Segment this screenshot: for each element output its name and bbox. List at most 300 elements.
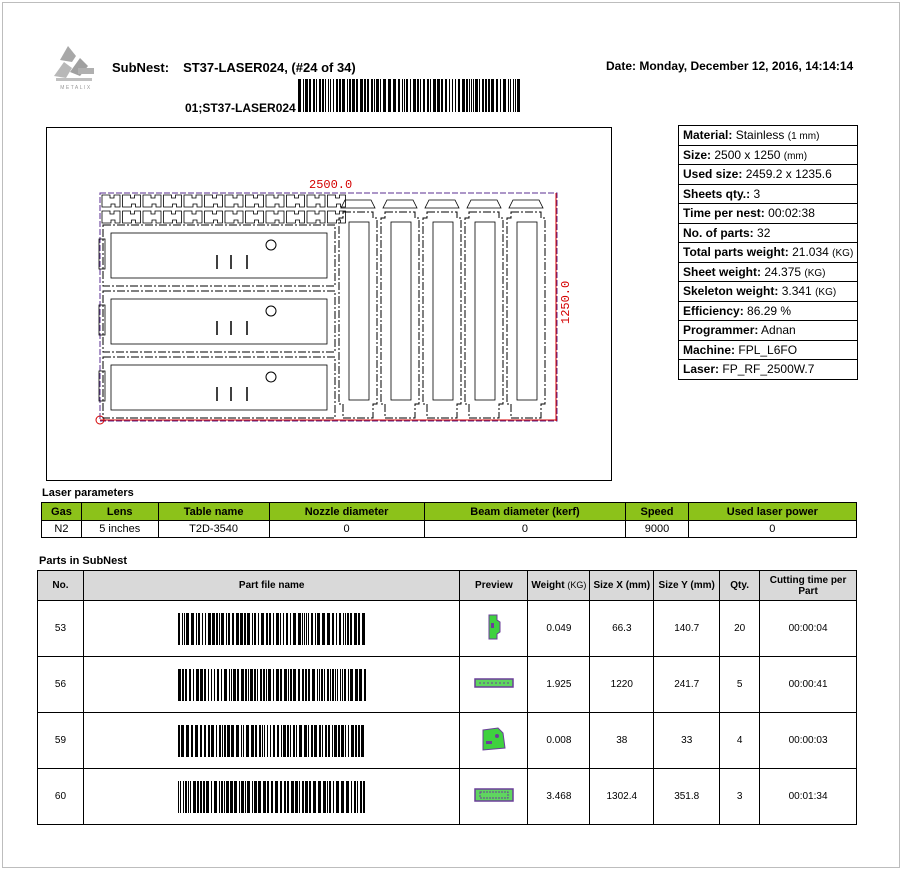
barcode-bar [324,669,325,701]
barcode-bar [318,781,321,813]
barcode-bar [339,613,341,645]
info-row [679,126,858,146]
barcode-bar [276,669,279,701]
info-value: 24.375 [764,264,802,279]
barcode-bar [231,725,234,757]
barcode-bar [356,79,358,112]
part-size-x: 1302.4 [590,769,654,825]
info-value: 86.29 % [747,303,792,318]
info-cell [679,243,858,263]
part-row [38,713,857,769]
barcode-bar [488,79,490,112]
barcode-bar [362,613,365,645]
barcode-bar [299,725,302,757]
part-file-barcode-cell [83,713,460,769]
barcode-bar [398,79,400,112]
barcode-bar [333,781,334,813]
barcode-bar [180,781,181,813]
barcode-bar [277,725,279,757]
barcode-bar [178,725,180,757]
nested-small-part [184,211,202,223]
barcode-bar [354,781,356,813]
barcode-bar [500,79,501,112]
nested-small-part [307,195,325,207]
nested-vertical-part [465,212,503,418]
barcode-bar [344,669,346,701]
col-preview: Preview [460,571,528,601]
barcode-bar [371,79,373,112]
barcode-bar [236,725,239,757]
barcode-bar [281,725,282,757]
barcode-bar [293,669,296,701]
barcode-bar [319,79,321,112]
barcode-bar [341,781,344,813]
barcode-bar [276,613,279,645]
barcode-bar [427,79,429,112]
barcode-bar [193,781,196,813]
barcode-bar [214,781,217,813]
barcode-bar [261,613,264,645]
barcode-bar [336,781,339,813]
info-row [679,321,858,341]
barcode-bar [247,613,250,645]
part-cut-time: 00:00:03 [760,713,857,769]
nested-large-part [103,291,335,352]
barcode-bar [259,725,261,757]
barcode-bar [313,79,315,112]
part-file-barcode-cell [83,601,460,657]
barcode-bar [348,725,349,757]
barcode-bar [332,669,334,701]
barcode-bar [513,79,514,112]
laser-header: Speed [626,503,688,521]
barcode-bar [232,613,234,645]
barcode-bar [190,781,191,813]
nested-small-part [184,195,202,207]
barcode-bar [264,725,265,757]
info-value: Adnan [761,323,796,338]
barcode-bar [188,781,189,813]
barcode-bar [358,725,360,757]
part-preview-icon [472,724,516,754]
barcode-bar [241,669,244,701]
barcode-bar [388,79,391,112]
barcode-bar [208,613,211,645]
barcode-bar [271,781,273,813]
col-weight [528,571,590,601]
part-weight: 0.008 [528,713,590,769]
part-qty: 5 [720,657,760,713]
info-cell [679,282,858,302]
barcode-bar [482,79,484,112]
subnest-label: SubNest: [112,60,170,75]
barcode-bar [275,781,278,813]
info-cell [679,262,858,282]
nested-small-part [123,211,141,223]
info-row [679,262,858,282]
barcode-bar [269,613,271,645]
nested-part-hole [266,306,276,316]
info-value: 2500 x 1250 [714,147,781,162]
col-qty: Qty. [720,571,760,601]
nested-large-part [103,357,335,418]
barcode-bar [314,725,317,757]
barcode-bar [230,781,233,813]
part-row [38,601,857,657]
part-preview-icon [472,612,516,642]
barcode-bar [330,669,331,701]
info-row [679,243,858,263]
barcode-bar [383,79,386,112]
part-size-y: 33 [654,713,720,769]
nested-small-part [102,195,120,207]
barcode-bar [211,781,212,813]
col-cut-time: Cutting time per Part [760,571,857,601]
part-qty: 4 [720,713,760,769]
barcode-bar [293,725,295,757]
barcode-bar [343,613,344,645]
info-value: 00:02:38 [768,206,815,221]
barcode-bar [191,613,194,645]
nested-large-part [103,225,335,286]
nested-small-part [225,195,243,207]
barcode-bar [286,613,288,645]
barcode-bar [182,669,184,701]
col-weight-label: Weight [531,580,565,591]
nested-vertical-part [381,212,419,418]
barcode-bar [244,613,246,645]
barcode-bar [303,79,304,112]
info-label: Time per nest: [683,206,765,221]
barcode-bar [328,725,330,757]
barcode-bar [360,79,363,112]
barcode-bar [302,613,303,645]
barcode-bar [441,79,443,112]
info-row [679,145,858,165]
info-row [679,204,858,224]
barcode-bar [354,613,357,645]
part-size-y: 241.7 [654,657,720,713]
barcode-bar [336,79,338,112]
nested-small-part [102,211,120,223]
part-cut-time: 00:01:34 [760,769,857,825]
nested-vertical-part-inner [517,222,537,400]
nested-small-part [205,195,223,207]
info-row [679,360,858,380]
barcode-bar [208,669,209,701]
info-label: Used size: [683,167,743,182]
laser-value: 0 [269,521,424,538]
barcode-bar [257,669,258,701]
barcode-bar [340,669,341,701]
barcode-bar [280,781,282,813]
parts-table [37,570,857,825]
barcode-bar [317,669,318,701]
part-preview [460,601,528,657]
barcode-bar [342,79,345,112]
barcode-bar [258,781,261,813]
barcode-bar [327,613,330,645]
barcode-bar [193,669,194,701]
barcode-bar [214,669,215,701]
barcode-bar [290,613,291,645]
barcode-bar [198,613,200,645]
info-value: FPL_L6FO [738,342,798,357]
barcode-bar [219,725,221,757]
info-value: 21.034 [792,245,829,260]
part-number: 53 [38,601,84,657]
barcode-bar [229,669,230,701]
barcode-bar [402,79,403,112]
barcode-bar [404,79,405,112]
barcode-bar [284,669,287,701]
barcode-bar [332,725,333,757]
barcode-bar [347,79,348,112]
part-preview-icon [472,780,516,810]
info-value: 2459.2 x 1235.6 [745,167,832,182]
nested-large-part-inner [111,365,327,410]
barcode-bar [515,79,516,112]
nested-vertical-part-cap [383,200,417,208]
barcode-bar [319,669,320,701]
barcode-bar [304,725,307,757]
nested-small-part [287,195,305,207]
part-number: 56 [38,657,84,713]
info-label: Laser: [683,362,720,377]
laser-header: Beam diameter (kerf) [424,503,626,521]
barcode-bar [325,725,327,757]
part-size-y: 140.7 [654,601,720,657]
barcode-bar [224,781,225,813]
barcode-bar [283,725,286,757]
part-size-x: 38 [590,713,654,769]
info-label: Efficiency: [683,303,744,318]
parts-title: Parts in SubNest [39,555,128,567]
barcode-bar [406,79,408,112]
barcode-bar [298,79,301,112]
barcode-bar [216,725,217,757]
barcode-bar [380,79,381,112]
barcode-bar [196,669,199,701]
info-cell [679,204,858,224]
barcode-bar [267,781,269,813]
barcode-bar [197,781,199,813]
barcode-bar [266,669,267,701]
barcode-bar [316,79,317,112]
info-unit: (KG) [832,248,854,260]
part-cut-time: 00:00:41 [760,657,857,713]
barcode-bar [203,781,205,813]
barcode-bar [293,613,296,645]
barcode-bar [374,79,375,112]
barcode-bar [237,669,239,701]
barcode-bar [348,669,349,701]
barcode-bar [191,725,193,757]
barcode-bar [333,79,334,112]
barcode-bar [219,613,220,645]
col-file: Part file name [83,571,460,601]
info-value: 32 [757,225,771,240]
subnest-value: ST37-LASER024, (#24 of 34) [183,60,356,75]
barcode-bar [364,79,366,112]
barcode-bar [290,725,291,757]
barcode-bar [233,669,236,701]
laser-value: 5 inches [81,521,158,538]
barcode-bar [284,781,286,813]
info-label: Sheet weight: [683,264,762,279]
barcode-bar [510,79,511,112]
info-label: Material: [683,128,733,143]
barcode-bar [345,613,346,645]
barcode-bar [185,781,187,813]
nested-small-part [164,211,182,223]
nested-vertical-part [507,212,545,418]
barcode-bar [221,613,224,645]
barcode-bar [452,79,453,112]
barcode-bar [184,613,185,645]
barcode-bar [204,669,206,701]
barcode-bar [280,669,282,701]
barcode-bar [234,781,237,813]
barcode-bar [491,79,494,112]
barcode-bar [239,781,240,813]
part-weight: 1.925 [528,657,590,713]
barcode-bar [323,781,326,813]
laser-value: N2 [42,521,82,538]
barcode-bar [298,613,301,645]
barcode-bar [270,725,271,757]
info-cell [679,145,858,165]
barcode-bar [258,613,259,645]
nested-small-part [123,195,141,207]
part-preview [460,713,528,769]
info-label: Programmer: [683,323,759,338]
part-file-barcode [178,669,366,701]
laser-parameters-table [41,502,857,538]
barcode-bar [263,669,265,701]
info-label: Sheets qty.: [683,186,751,201]
laser-value: 0 [424,521,626,538]
barcode-bar [334,725,337,757]
barcode-bar [273,613,274,645]
nest-drawing-svg [47,128,613,482]
barcode-bar [306,613,307,645]
nested-large-part-inner [111,233,327,278]
barcode-bar [216,613,218,645]
laser-value: T2D-3540 [158,521,269,538]
barcode-bar [178,613,180,645]
barcode-bar [245,669,247,701]
barcode-bar [361,725,364,757]
barcode-bar [433,79,436,112]
barcode-bar [359,669,362,701]
barcode-bar [254,613,256,645]
info-row [679,223,858,243]
height-dimension: 1250.0 [559,280,573,324]
nested-vertical-part [339,212,377,418]
barcode-bar [321,669,323,701]
barcode-bar [350,669,353,701]
part-size-x: 1220 [590,657,654,713]
barcode-bar [420,79,421,112]
barcode-bar [423,79,425,112]
barcode-bar [393,79,396,112]
info-value: 3.341 [781,284,812,299]
barcode-bar [410,79,411,112]
info-row [679,301,858,321]
info-unit: (1 mm) [787,131,820,143]
barcode-bar [267,725,268,757]
barcode-bar [347,613,349,645]
barcode-bar [202,613,203,645]
barcode-bar [266,613,268,645]
barcode-bar [327,669,329,701]
col-size-x: Size X (mm) [590,571,654,601]
metalix-logo [50,42,102,90]
nested-small-part [287,211,305,223]
barcode-bar [485,79,487,112]
nested-vertical-part-inner [475,222,495,400]
info-row [679,184,858,204]
barcode-bar [309,781,311,813]
small-parts-group [102,195,346,223]
part-preview-icon [472,668,516,698]
barcode-bar [328,79,329,112]
barcode-bar [252,613,253,645]
barcode-bar [226,613,227,645]
barcode-bar [329,781,331,813]
barcode-bar [211,669,212,701]
barcode-bar [352,79,355,112]
barcode-bar [226,781,229,813]
barcode-bar [182,613,183,645]
barcode-bar [296,725,297,757]
nested-vertical-part-inner [349,222,369,400]
barcode-bar [508,79,509,112]
barcode-bar [312,669,315,701]
barcode-bar [342,669,343,701]
barcode-bar [341,725,344,757]
barcode-bar [224,669,227,701]
subnest-title [112,60,356,75]
subnest-info-table [678,125,858,380]
report-date: Date: Monday, December 12, 2016, 14:14:14 [606,59,854,73]
barcode-bar [189,669,191,701]
barcode-bar [298,669,300,701]
barcode-bar [308,725,309,757]
barcode-bar [268,669,271,701]
barcode-bar [241,781,244,813]
barcode-bar [319,725,321,757]
barcode-bar [247,781,250,813]
nested-small-part [246,211,264,223]
barcode-bar [196,613,197,645]
barcode-bar [200,669,203,701]
info-cell [679,340,858,360]
info-label: Skeleton weight: [683,284,779,299]
barcode-bar [283,613,284,645]
barcode-bar [287,725,289,757]
barcode-bar [252,781,253,813]
barcode-bar [322,79,324,112]
info-row [679,165,858,185]
laser-parameters-title: Laser parameters [42,487,134,499]
barcode-bar [287,781,289,813]
barcode-bar [455,79,456,112]
barcode-bar [496,79,498,112]
barcode-bar [305,79,308,112]
nested-small-part [205,211,223,223]
